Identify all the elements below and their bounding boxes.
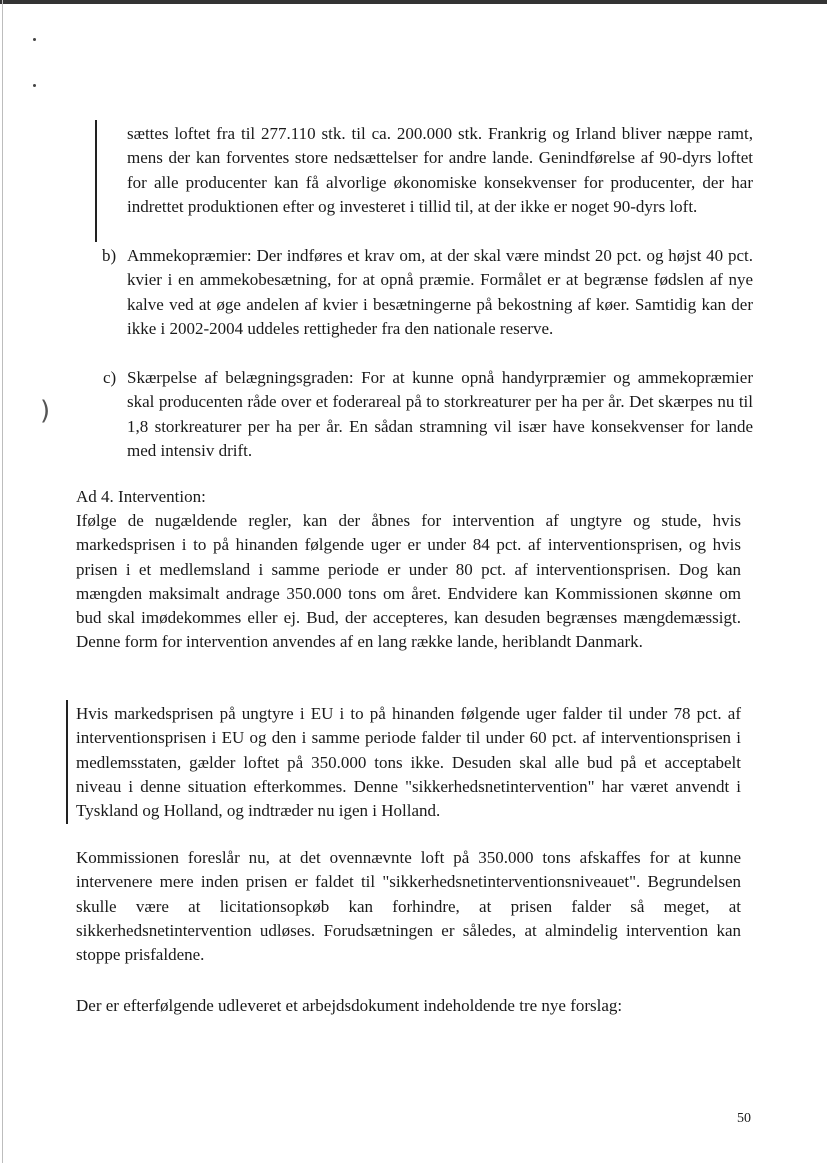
section-heading: Ad 4. Intervention:	[76, 487, 206, 506]
scan-left-edge	[2, 0, 3, 1163]
scan-top-border	[0, 0, 827, 4]
revision-bar	[95, 120, 97, 242]
page-number: 50	[737, 1111, 751, 1126]
item-c-label: c)	[103, 368, 117, 387]
item-a-continuation: sættes loftet fra til 277.110 stk. til ca. 200.000 stk. Frankrig og Irland bliver næppe ramt, mens der kan forventes store nedsættelser for andre lande. Genindførelse af 90-dyrs loftet for alle producenter kan få alvorlige økonomiske konsekvenser for producenter, der har indrettet produktionen efter og investeret i tillid til, at der ikke er noget 90-dyrs loft.	[127, 124, 753, 216]
scan-speck	[33, 38, 36, 41]
item-b-label: b)	[102, 246, 117, 265]
margin-mark: )	[40, 396, 51, 426]
scan-speck	[33, 84, 36, 87]
revision-bar	[66, 700, 68, 824]
paragraph-commission-proposal: Kommissionen foreslår nu, at det ovennævnte loft på 350.000 tons afskaffes for at kunne intervenere mere inden prisen er faldet til "sikkerhedsnetinterventionsniveauet". Begrundelsen skulle være at licitationsopkøb kan forhindre, at prisen falder så meget, at sikkerhedsnetintervention udløses. Forudsætningen er således, at almindelig intervention kan stoppe prisfaldene.	[76, 848, 741, 965]
paragraph-safety-net-intervention: Hvis markedsprisen på ungtyre i EU i to på hinanden følgende uger falder til under 78 pct. af interventionsprisen i EU og den i samme periode falder til under 60 pct. af interventionsprisen i medlemsstaten, gælder loftet på 350.000 tons ikke. Desuden skal alle bud på et acceptabelt niveau i denne situation efterkommes. Denne "sikkerhedsnetintervention" har været anvendt i Tyskland og Holland, og indtræder nu igen i Holland.	[76, 704, 741, 821]
item-b-text: Ammekopræmier: Der indføres et krav om, at der skal være mindst 20 pct. og højst 40 pct. kvier i en ammekobesætning, for at opnå præmie. Formålet er at begrænse fødslen af nye kalve ved at øge andelen af kvier i besætningerne på bekostning af køer. Samtidig kan der ikke i 2002-2004 uddeles rettigheder fra den nationale reserve.	[127, 246, 753, 338]
item-c-text: Skærpelse af belægningsgraden: For at kunne opnå handyrpræmier og ammekopræmier skal producenten råde over et foderareal på to storkreaturer per ha per år. Det skærpes nu til 1,8 storkreaturer per ha per år. En sådan stramning vil især have konsekvenser for lande med intensiv drift.	[127, 368, 753, 460]
paragraph-intervention-rules: Ifølge de nugældende regler, kan der åbnes for intervention af ungtyre og stude, hvis markedsprisen i to på hinanden følgende uger er under 84 pct. af interventionsprisen, og hvis prisen i et medlemsland i samme periode er under 80 pct. af interventionsprisen. Dog kan mængden maksimalt andrage 350.000 tons om året. Endvidere kan Kommissionen skønne om bud skal imødekommes eller ej. Bud, der accepteres, kan desuden begrænses mængdemæssigt. Denne form for intervention anvendes af en lang række lande, heriblandt Danmark.	[76, 511, 741, 652]
paragraph-working-document: Der er efterfølgende udleveret et arbejdsdokument indeholdende tre nye forslag:	[76, 996, 623, 1015]
